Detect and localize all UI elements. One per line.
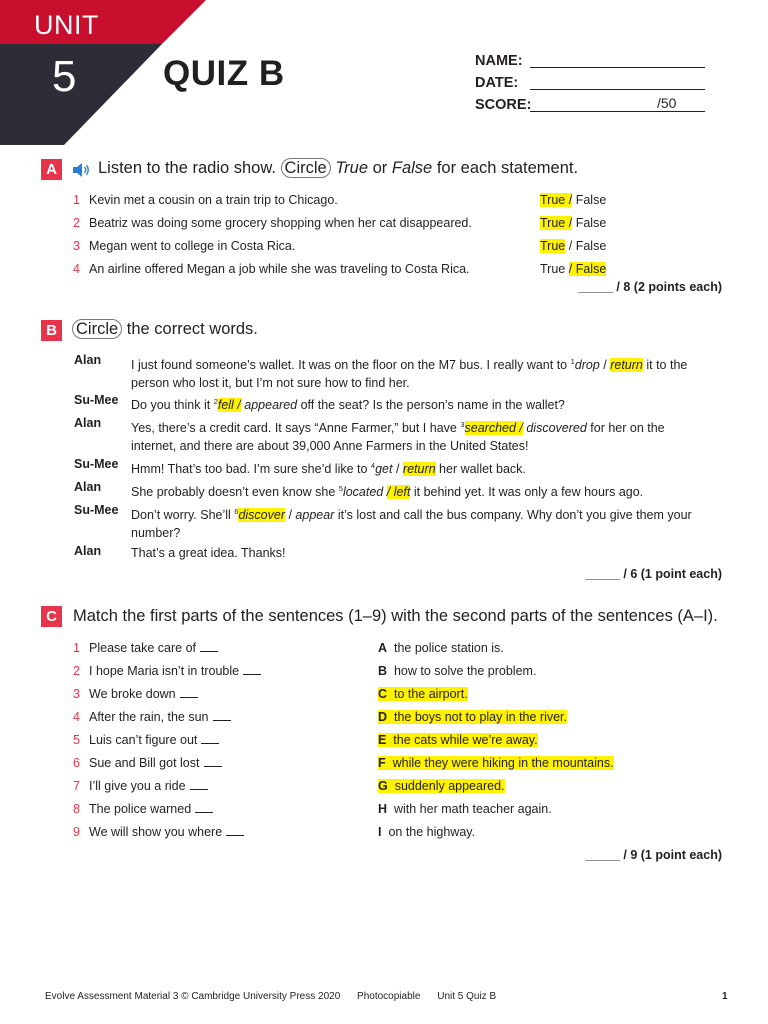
section-c-badge: C [41, 606, 62, 627]
score-line[interactable] [530, 111, 705, 112]
sentence-start: I hope Maria isn’t in trouble [89, 664, 261, 678]
sentence-start: Sue and Bill got lost [89, 756, 222, 770]
sentence-start: We will show you where [89, 825, 244, 839]
score-label: SCORE: [475, 97, 532, 113]
dialogue-line: I just found someone’s wallet. It was on the floor on the M7 bus. I really want to $^1$drop / return it to the person who lost it, but I’m not sure how to find her. [131, 357, 688, 391]
match-option: A the police station is. [378, 641, 504, 655]
item-number: 4 [73, 710, 80, 724]
answer-blank[interactable] [180, 687, 198, 698]
match-option: C to the airport. [378, 687, 468, 701]
section-b-score: _____ / 6 (1 point each) [585, 567, 722, 581]
item-number: 7 [73, 779, 80, 793]
sentence-start: We broke down [89, 687, 198, 701]
item-number: 4 [73, 262, 80, 276]
unit-number: 5 [52, 52, 77, 101]
section-b-badge: B [41, 320, 62, 341]
sentence-start: Please take care of [89, 641, 218, 655]
true-false-choice[interactable]: True / False [540, 216, 607, 230]
speaker-name: Alan [74, 353, 102, 367]
footer-quiz: Unit 5 Quiz B [437, 991, 497, 1002]
true-false-choice[interactable]: True / False [540, 239, 607, 253]
sentence-start: Luis can’t figure out [89, 733, 219, 747]
answer-blank[interactable] [226, 825, 244, 836]
dialogue-line: Yes, there’s a credit card. It says “Anne Farmer,” but I have $^3$searched / discovered for her on the internet, and there are about 39,000 Anne Farmers in the United States! [131, 420, 665, 454]
item-number: 9 [73, 825, 80, 839]
match-option: D the boys not to play in the river. [378, 710, 568, 724]
page-number: 1 [722, 991, 728, 1002]
item-number: 2 [73, 664, 80, 678]
item-number: 1 [73, 193, 80, 207]
unit-label: UNIT [34, 10, 99, 40]
match-option: F while they were hiking in the mountains. [378, 756, 614, 770]
speaker-name: Alan [74, 480, 102, 494]
section-c-score: _____ / 9 (1 point each) [585, 848, 722, 862]
quiz-title: QUIZ B [163, 54, 285, 93]
item-number: 5 [73, 733, 80, 747]
answer-blank[interactable] [213, 710, 231, 721]
answer-blank[interactable] [195, 802, 213, 813]
speaker-name: Su-Mee [74, 457, 119, 471]
date-line[interactable] [530, 89, 705, 90]
true-false-choice[interactable]: True / False [540, 262, 607, 276]
name-line[interactable] [530, 67, 705, 68]
section-c-instruction: Match the first parts of the sentences (1–9) with the second parts of the sentences (A–I). [73, 607, 718, 625]
speaker-icon[interactable] [71, 162, 91, 178]
match-option: E the cats while we’re away. [378, 733, 538, 747]
footer-photocopiable: Photocopiable [357, 991, 421, 1002]
true-false-choice[interactable]: True / False [540, 193, 607, 207]
item-number: 2 [73, 216, 80, 230]
match-option: I on the highway. [378, 825, 476, 839]
sentence-start: I’ll give you a ride [89, 779, 208, 793]
name-label: NAME: [475, 53, 523, 69]
item-number: 3 [73, 239, 80, 253]
statement-text: Kevin met a cousin on a train trip to Chicago. [89, 193, 338, 207]
dialogue-line: Do you think it $^2$fell / appeared off the seat? Is the person’s name in the wallet? [131, 397, 565, 413]
item-number: 3 [73, 687, 80, 701]
statement-text: Megan went to college in Costa Rica. [89, 239, 296, 253]
speaker-name: Su-Mee [74, 393, 119, 407]
sentence-start: The police warned [89, 802, 213, 816]
footer-copyright: Evolve Assessment Material 3 © Cambridge University Press 2020 [45, 991, 341, 1002]
dialogue-line: Don’t worry. She’ll $^6$discover / appear it’s lost and call the bus company. Why don’t you give them your number? [131, 507, 692, 541]
answer-blank[interactable] [200, 641, 218, 652]
answer-blank[interactable] [243, 664, 261, 675]
date-label: DATE: [475, 75, 519, 91]
answer-blank[interactable] [204, 756, 222, 767]
speaker-name: Su-Mee [74, 503, 119, 517]
item-number: 1 [73, 641, 80, 655]
section-a-badge: A [41, 159, 62, 180]
sentence-start: After the rain, the sun [89, 710, 231, 724]
statement-text: An airline offered Megan a job while she was traveling to Costa Rica. [89, 262, 470, 276]
item-number: 8 [73, 802, 80, 816]
dialogue-line: That’s a great idea. Thanks! [131, 546, 286, 560]
match-option: G suddenly appeared. [378, 779, 505, 793]
score-total: /50 [657, 95, 677, 111]
footer [45, 991, 510, 1002]
speaker-name: Alan [74, 544, 102, 558]
section-b-instruction: Circle the correct words. [72, 320, 258, 339]
section-a-score: _____ / 8 (2 points each) [578, 280, 722, 294]
answer-blank[interactable] [190, 779, 208, 790]
match-option: B how to solve the problem. [378, 664, 537, 678]
dialogue-line: She probably doesn’t even know she $^5$located / left it behind yet. It was only a few hours ago. [131, 484, 644, 500]
dialogue-line: Hmm! That’s too bad. I’m sure she’d like to $^4$get / return her wallet back. [131, 461, 526, 477]
section-a-instruction: Listen to the radio show. Circle True or False for each statement. [98, 159, 579, 177]
statement-text: Beatriz was doing some grocery shopping when her cat disappeared. [89, 216, 472, 230]
answer-blank[interactable] [201, 733, 219, 744]
match-option: H with her math teacher again. [378, 802, 552, 816]
item-number: 6 [73, 756, 80, 770]
speaker-name: Alan [74, 416, 102, 430]
